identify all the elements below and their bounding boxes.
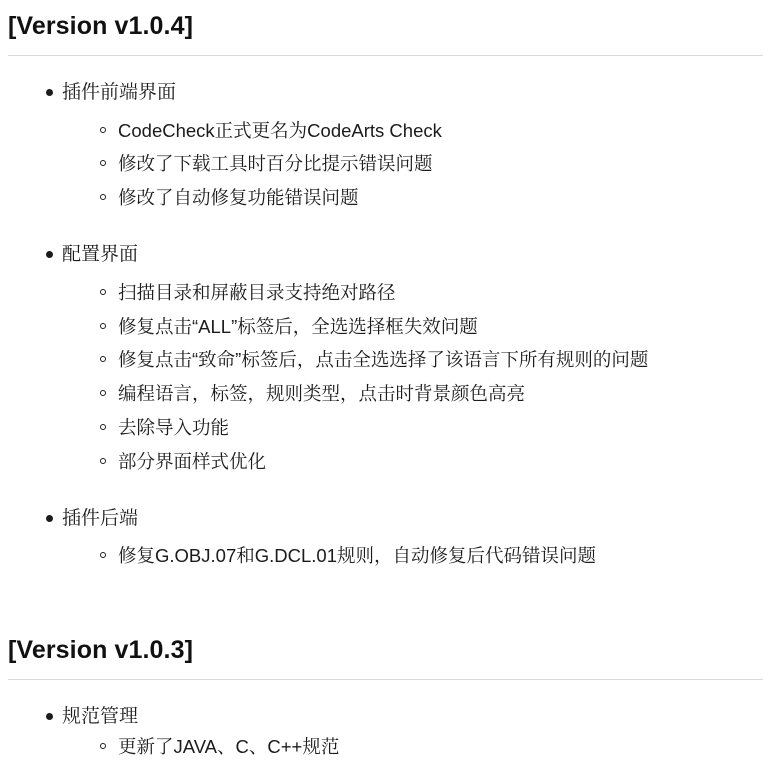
bullet-icon xyxy=(46,251,53,258)
bullet-hollow-icon xyxy=(100,356,106,362)
sub-list xyxy=(62,280,763,476)
list-item xyxy=(8,506,763,570)
sub-item-text: 扫描目录和屏蔽目录支持绝对路径 xyxy=(118,281,396,303)
bullet-hollow-icon xyxy=(100,289,106,295)
sub-item-text: 修复点击“致命”标签后，点击全选选择了该语言下所有规则的问题 xyxy=(118,349,649,371)
bullet-hollow-icon xyxy=(100,424,106,430)
list-item xyxy=(62,280,763,307)
sub-item-text: 去除导入功能 xyxy=(118,416,230,438)
sub-list xyxy=(62,543,763,570)
bullet-icon xyxy=(46,89,53,96)
heading-divider xyxy=(8,55,763,56)
list-item xyxy=(62,415,763,442)
list-item xyxy=(62,118,763,145)
list-item xyxy=(8,242,763,476)
sub-item-text: 修复点击“ALL”标签后，全选选择框失效问题 xyxy=(118,315,478,337)
sub-item-text: CodeCheck正式更名为CodeArts Check xyxy=(118,119,442,141)
bullet-hollow-icon xyxy=(100,390,106,396)
list-item xyxy=(62,734,763,761)
bullet-hollow-icon xyxy=(100,160,106,166)
section-title: 规范管理 xyxy=(62,706,139,728)
release-notes-page xyxy=(0,12,773,773)
bullet-hollow-icon xyxy=(100,743,106,749)
sub-item-text: 修改了自动修复功能错误问题 xyxy=(118,187,359,209)
list-item xyxy=(62,449,763,476)
section-list-v103 xyxy=(8,704,763,760)
section-title: 配置界面 xyxy=(62,244,139,266)
list-item xyxy=(62,347,763,374)
list-item xyxy=(8,704,763,760)
section-title: 插件后端 xyxy=(62,507,139,529)
list-item xyxy=(62,151,763,178)
list-item xyxy=(8,80,763,212)
list-item xyxy=(62,381,763,408)
sub-item-text: 部分界面样式优化 xyxy=(118,450,267,472)
bullet-hollow-icon xyxy=(100,458,106,464)
bullet-hollow-icon xyxy=(100,127,106,133)
bullet-hollow-icon xyxy=(100,552,106,558)
sub-item-text: 修复G.OBJ.07和G.DCL.01规则，自动修复后代码错误问题 xyxy=(118,545,596,567)
bullet-icon xyxy=(46,713,53,720)
sub-list xyxy=(62,734,763,761)
version-body-v103 xyxy=(8,704,763,760)
section-title: 插件前端界面 xyxy=(62,82,177,103)
sub-list xyxy=(62,118,763,212)
version-heading-v104: [Version v1.0.4] xyxy=(8,12,194,40)
version-body-v104 xyxy=(8,80,763,570)
list-item xyxy=(62,185,763,212)
version-heading-v103: [Version v1.0.3] xyxy=(8,636,194,665)
section-list-v104 xyxy=(8,80,763,570)
sub-item-text: 修改了下载工具时百分比提示错误问题 xyxy=(118,153,433,175)
section-spacer xyxy=(8,570,763,600)
bullet-hollow-icon xyxy=(100,194,106,200)
list-item xyxy=(62,314,763,341)
list-item xyxy=(62,543,763,570)
sub-item-text: 更新了JAVA、C、C++规范 xyxy=(118,735,340,757)
sub-item-text: 编程语言，标签，规则类型，点击时背景颜色高亮 xyxy=(118,383,526,405)
bullet-hollow-icon xyxy=(100,323,106,329)
heading-divider xyxy=(8,679,763,680)
bullet-icon xyxy=(46,515,53,522)
